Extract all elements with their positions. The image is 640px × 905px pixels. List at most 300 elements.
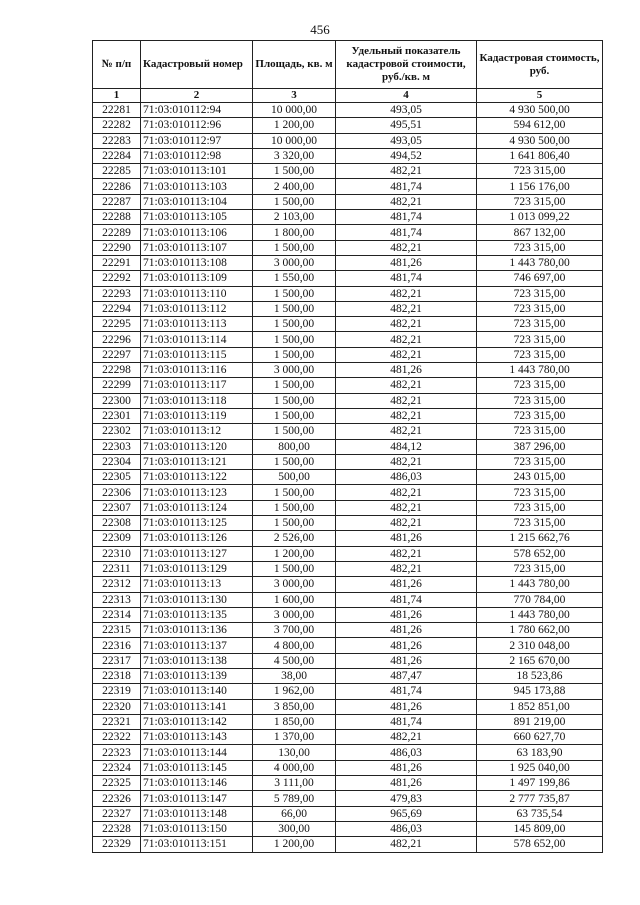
row-index-cell: 22301 [93, 408, 141, 423]
specific-value-cell: 493,05 [336, 133, 477, 148]
specific-value-cell: 486,03 [336, 821, 477, 836]
specific-value-cell: 481,26 [336, 699, 477, 714]
cadastral-number-cell: 71:03:010112:96 [141, 118, 253, 133]
cadastral-number-cell: 71:03:010113:113 [141, 317, 253, 332]
area-cell: 1 500,00 [253, 347, 336, 362]
specific-value-cell: 482,21 [336, 408, 477, 423]
row-index-cell: 22299 [93, 378, 141, 393]
area-cell: 5 789,00 [253, 791, 336, 806]
table-row [93, 760, 603, 775]
cadastral-value-cell: 723 315,00 [477, 393, 603, 408]
cadastral-value-cell: 594 612,00 [477, 118, 603, 133]
cadastral-value-cell: 1 780 662,00 [477, 623, 603, 638]
cadastral-number-cell: 71:03:010113:142 [141, 714, 253, 729]
area-cell: 3 000,00 [253, 255, 336, 270]
cadastral-value-cell: 723 315,00 [477, 500, 603, 515]
cadastral-value-cell: 387 296,00 [477, 439, 603, 454]
cadastral-value-cell: 945 173,88 [477, 684, 603, 699]
cadastral-value-cell: 1 443 780,00 [477, 363, 603, 378]
table-row [93, 424, 603, 439]
table-row [93, 730, 603, 745]
specific-value-cell: 481,26 [336, 760, 477, 775]
cadastral-value-cell: 723 315,00 [477, 164, 603, 179]
cadastral-value-cell: 723 315,00 [477, 332, 603, 347]
cadastral-number-cell: 71:03:010113:151 [141, 837, 253, 852]
row-index-cell: 22304 [93, 454, 141, 469]
table-row [93, 255, 603, 270]
cadastral-value-cell: 1 156 176,00 [477, 179, 603, 194]
area-cell: 1 500,00 [253, 286, 336, 301]
cadastral-number-cell: 71:03:010113:112 [141, 301, 253, 316]
area-cell: 1 500,00 [253, 424, 336, 439]
cadastral-number-cell: 71:03:010113:119 [141, 408, 253, 423]
area-cell: 4 500,00 [253, 653, 336, 668]
table-row [93, 363, 603, 378]
table-row [93, 148, 603, 163]
cadastral-number-cell: 71:03:010113:147 [141, 791, 253, 806]
row-index-cell: 22323 [93, 745, 141, 760]
cadastral-value-cell: 63 183,90 [477, 745, 603, 760]
area-cell: 1 500,00 [253, 561, 336, 576]
row-index-cell: 22282 [93, 118, 141, 133]
cadastral-value-cell: 723 315,00 [477, 454, 603, 469]
row-index-cell: 22285 [93, 164, 141, 179]
cadastral-value-cell: 723 315,00 [477, 485, 603, 500]
header-cadastral-number: Кадастровый номер [141, 41, 253, 89]
area-cell: 1 800,00 [253, 225, 336, 240]
specific-value-cell: 481,26 [336, 623, 477, 638]
cadastral-value-cell: 746 697,00 [477, 271, 603, 286]
cadastral-value-cell: 770 784,00 [477, 592, 603, 607]
cadastral-value-cell: 723 315,00 [477, 301, 603, 316]
cadastral-number-cell: 71:03:010113:143 [141, 730, 253, 745]
cadastral-value-cell: 145 809,00 [477, 821, 603, 836]
row-index-cell: 22309 [93, 531, 141, 546]
area-cell: 1 500,00 [253, 454, 336, 469]
specific-value-cell: 481,26 [336, 363, 477, 378]
cadastral-value-cell: 1 443 780,00 [477, 255, 603, 270]
cadastral-number-cell: 71:03:010113:137 [141, 638, 253, 653]
column-number: 4 [336, 89, 477, 103]
cadastral-number-cell: 71:03:010113:115 [141, 347, 253, 362]
row-index-cell: 22315 [93, 623, 141, 638]
table-row [93, 454, 603, 469]
row-index-cell: 22321 [93, 714, 141, 729]
row-index-cell: 22289 [93, 225, 141, 240]
specific-value-cell: 482,21 [336, 347, 477, 362]
table-row [93, 164, 603, 179]
specific-value-cell: 482,21 [336, 424, 477, 439]
cadastral-number-cell: 71:03:010113:117 [141, 378, 253, 393]
cadastral-number-cell: 71:03:010113:144 [141, 745, 253, 760]
cadastral-number-cell: 71:03:010113:123 [141, 485, 253, 500]
table-row [93, 393, 603, 408]
row-index-cell: 22284 [93, 148, 141, 163]
area-cell: 300,00 [253, 821, 336, 836]
row-index-cell: 22327 [93, 806, 141, 821]
table-row [93, 714, 603, 729]
specific-value-cell: 482,21 [336, 194, 477, 209]
area-cell: 1 500,00 [253, 301, 336, 316]
specific-value-cell: 493,05 [336, 103, 477, 118]
area-cell: 1 500,00 [253, 485, 336, 500]
table-row [93, 378, 603, 393]
cadastral-number-cell: 71:03:010113:146 [141, 776, 253, 791]
specific-value-cell: 481,74 [336, 225, 477, 240]
cadastral-number-cell: 71:03:010113:126 [141, 531, 253, 546]
table-row [93, 485, 603, 500]
cadastral-number-cell: 71:03:010113:145 [141, 760, 253, 775]
cadastral-value-cell: 891 219,00 [477, 714, 603, 729]
area-cell: 1 500,00 [253, 408, 336, 423]
table-row [93, 133, 603, 148]
row-index-cell: 22295 [93, 317, 141, 332]
cadastral-value-cell: 723 315,00 [477, 561, 603, 576]
table-row [93, 210, 603, 225]
area-cell: 800,00 [253, 439, 336, 454]
cadastral-value-cell: 578 652,00 [477, 546, 603, 561]
cadastral-value-cell: 723 315,00 [477, 516, 603, 531]
row-index-cell: 22305 [93, 470, 141, 485]
cadastral-value-cell: 18 523,86 [477, 668, 603, 683]
cadastral-value-cell: 4 930 500,00 [477, 133, 603, 148]
specific-value-cell: 482,21 [336, 837, 477, 852]
specific-value-cell: 487,47 [336, 668, 477, 683]
area-cell: 1 500,00 [253, 317, 336, 332]
table-row [93, 607, 603, 622]
table-header [93, 41, 603, 103]
cadastral-value-cell: 2 777 735,87 [477, 791, 603, 806]
row-index-cell: 22281 [93, 103, 141, 118]
area-cell: 3 000,00 [253, 577, 336, 592]
area-cell: 10 000,00 [253, 133, 336, 148]
table-row [93, 194, 603, 209]
row-index-cell: 22326 [93, 791, 141, 806]
column-number: 2 [141, 89, 253, 103]
header-cadastral-value: Кадастровая стоимость, руб. [477, 41, 603, 89]
cadastral-number-cell: 71:03:010113:107 [141, 240, 253, 255]
row-index-cell: 22297 [93, 347, 141, 362]
table-row [93, 791, 603, 806]
area-cell: 1 600,00 [253, 592, 336, 607]
area-cell: 66,00 [253, 806, 336, 821]
area-cell: 500,00 [253, 470, 336, 485]
specific-value-cell: 479,83 [336, 791, 477, 806]
specific-value-cell: 481,26 [336, 638, 477, 653]
specific-value-cell: 481,74 [336, 271, 477, 286]
specific-value-cell: 484,12 [336, 439, 477, 454]
row-index-cell: 22317 [93, 653, 141, 668]
column-number: 1 [93, 89, 141, 103]
row-index-cell: 22329 [93, 837, 141, 852]
column-number: 5 [477, 89, 603, 103]
cadastral-number-cell: 71:03:010113:135 [141, 607, 253, 622]
row-index-cell: 22298 [93, 363, 141, 378]
cadastral-value-cell: 1 013 099,22 [477, 210, 603, 225]
area-cell: 1 200,00 [253, 546, 336, 561]
cadastral-value-cell: 1 215 662,76 [477, 531, 603, 546]
table-row [93, 531, 603, 546]
cadastral-number-cell: 71:03:010113:106 [141, 225, 253, 240]
column-number: 3 [253, 89, 336, 103]
area-cell: 1 200,00 [253, 118, 336, 133]
area-cell: 38,00 [253, 668, 336, 683]
row-index-cell: 22302 [93, 424, 141, 439]
row-index-cell: 22290 [93, 240, 141, 255]
specific-value-cell: 482,21 [336, 516, 477, 531]
header-index: № п/п [93, 41, 141, 89]
cadastral-number-cell: 71:03:010113:109 [141, 271, 253, 286]
row-index-cell: 22314 [93, 607, 141, 622]
cadastral-value-cell: 1 641 806,40 [477, 148, 603, 163]
table-row [93, 577, 603, 592]
specific-value-cell: 486,03 [336, 745, 477, 760]
row-index-cell: 22322 [93, 730, 141, 745]
specific-value-cell: 482,21 [336, 500, 477, 515]
area-cell: 1 850,00 [253, 714, 336, 729]
cadastral-value-cell: 243 015,00 [477, 470, 603, 485]
area-cell: 3 111,00 [253, 776, 336, 791]
table-row [93, 776, 603, 791]
area-cell: 1 200,00 [253, 837, 336, 852]
table-row [93, 347, 603, 362]
table-row [93, 225, 603, 240]
cadastral-number-cell: 71:03:010113:118 [141, 393, 253, 408]
row-index-cell: 22283 [93, 133, 141, 148]
table-row [93, 301, 603, 316]
cadastral-value-cell: 1 443 780,00 [477, 607, 603, 622]
specific-value-cell: 481,26 [336, 776, 477, 791]
cadastral-value-cell: 723 315,00 [477, 317, 603, 332]
specific-value-cell: 481,74 [336, 684, 477, 699]
cadastral-number-cell: 71:03:010113:148 [141, 806, 253, 821]
area-cell: 1 500,00 [253, 393, 336, 408]
table-row [93, 837, 603, 852]
cadastral-number-cell: 71:03:010113:13 [141, 577, 253, 592]
table-row [93, 317, 603, 332]
row-index-cell: 22292 [93, 271, 141, 286]
area-cell: 3 000,00 [253, 607, 336, 622]
cadastral-number-cell: 71:03:010112:94 [141, 103, 253, 118]
specific-value-cell: 482,21 [336, 332, 477, 347]
area-cell: 1 500,00 [253, 164, 336, 179]
cadastral-number-cell: 71:03:010113:125 [141, 516, 253, 531]
row-index-cell: 22296 [93, 332, 141, 347]
specific-value-cell: 482,21 [336, 561, 477, 576]
cadastral-number-cell: 71:03:010113:12 [141, 424, 253, 439]
row-index-cell: 22286 [93, 179, 141, 194]
cadastral-value-cell: 1 925 040,00 [477, 760, 603, 775]
cadastral-value-cell: 4 930 500,00 [477, 103, 603, 118]
table-row [93, 240, 603, 255]
cadastral-number-cell: 71:03:010113:101 [141, 164, 253, 179]
page-number: 456 [310, 22, 330, 37]
area-cell: 4 800,00 [253, 638, 336, 653]
area-cell: 3 700,00 [253, 623, 336, 638]
area-cell: 1 500,00 [253, 500, 336, 515]
row-index-cell: 22306 [93, 485, 141, 500]
area-cell: 1 500,00 [253, 516, 336, 531]
cadastral-value-cell: 867 132,00 [477, 225, 603, 240]
cadastral-number-cell: 71:03:010112:97 [141, 133, 253, 148]
area-cell: 3 320,00 [253, 148, 336, 163]
row-index-cell: 22319 [93, 684, 141, 699]
cadastral-number-cell: 71:03:010113:129 [141, 561, 253, 576]
row-index-cell: 22288 [93, 210, 141, 225]
specific-value-cell: 481,74 [336, 179, 477, 194]
cadastral-value-cell: 1 497 199,86 [477, 776, 603, 791]
specific-value-cell: 481,26 [336, 255, 477, 270]
cadastral-number-cell: 71:03:010113:116 [141, 363, 253, 378]
row-index-cell: 22287 [93, 194, 141, 209]
row-index-cell: 22308 [93, 516, 141, 531]
specific-value-cell: 481,26 [336, 531, 477, 546]
specific-value-cell: 482,21 [336, 301, 477, 316]
area-cell: 1 500,00 [253, 240, 336, 255]
specific-value-cell: 965,69 [336, 806, 477, 821]
table-row [93, 668, 603, 683]
table-row [93, 439, 603, 454]
specific-value-cell: 482,21 [336, 393, 477, 408]
specific-value-cell: 482,21 [336, 164, 477, 179]
area-cell: 3 850,00 [253, 699, 336, 714]
cadastral-value-cell: 2 165 670,00 [477, 653, 603, 668]
specific-value-cell: 481,74 [336, 592, 477, 607]
row-index-cell: 22291 [93, 255, 141, 270]
cadastral-number-cell: 71:03:010113:141 [141, 699, 253, 714]
row-index-cell: 22312 [93, 577, 141, 592]
cadastral-number-cell: 71:03:010113:122 [141, 470, 253, 485]
area-cell: 1 500,00 [253, 194, 336, 209]
cadastral-value-cell: 723 315,00 [477, 408, 603, 423]
row-index-cell: 22318 [93, 668, 141, 683]
cadastral-value-table [92, 40, 603, 853]
table-row [93, 623, 603, 638]
area-cell: 1 962,00 [253, 684, 336, 699]
table-row [93, 286, 603, 301]
table-row [93, 561, 603, 576]
table-row [93, 118, 603, 133]
column-number-row [93, 89, 603, 103]
area-cell: 4 000,00 [253, 760, 336, 775]
row-index-cell: 22324 [93, 760, 141, 775]
cadastral-value-cell: 660 627,70 [477, 730, 603, 745]
specific-value-cell: 482,21 [336, 240, 477, 255]
table-row [93, 179, 603, 194]
area-cell: 2 400,00 [253, 179, 336, 194]
row-index-cell: 22293 [93, 286, 141, 301]
table-row [93, 103, 603, 118]
cadastral-value-cell: 1 852 851,00 [477, 699, 603, 714]
cadastral-value-cell: 63 735,54 [477, 806, 603, 821]
table-row [93, 653, 603, 668]
specific-value-cell: 482,21 [336, 317, 477, 332]
cadastral-value-cell: 723 315,00 [477, 424, 603, 439]
specific-value-cell: 482,21 [336, 454, 477, 469]
table-row [93, 271, 603, 286]
area-cell: 2 526,00 [253, 531, 336, 546]
cadastral-number-cell: 71:03:010113:138 [141, 653, 253, 668]
table-row [93, 745, 603, 760]
row-index-cell: 22300 [93, 393, 141, 408]
cadastral-number-cell: 71:03:010113:105 [141, 210, 253, 225]
cadastral-value-cell: 723 315,00 [477, 378, 603, 393]
cadastral-value-cell: 723 315,00 [477, 347, 603, 362]
cadastral-number-cell: 71:03:010113:110 [141, 286, 253, 301]
row-index-cell: 22303 [93, 439, 141, 454]
cadastral-number-cell: 71:03:010113:124 [141, 500, 253, 515]
cadastral-number-cell: 71:03:010113:130 [141, 592, 253, 607]
table-row [93, 546, 603, 561]
row-index-cell: 22328 [93, 821, 141, 836]
cadastral-number-cell: 71:03:010113:114 [141, 332, 253, 347]
cadastral-number-cell: 71:03:010113:136 [141, 623, 253, 638]
area-cell: 1 500,00 [253, 332, 336, 347]
row-index-cell: 22313 [93, 592, 141, 607]
row-index-cell: 22316 [93, 638, 141, 653]
header-area: Площадь, кв. м [253, 41, 336, 89]
area-cell: 2 103,00 [253, 210, 336, 225]
specific-value-cell: 482,21 [336, 286, 477, 301]
row-index-cell: 22325 [93, 776, 141, 791]
cadastral-value-cell: 723 315,00 [477, 240, 603, 255]
table-row [93, 500, 603, 515]
specific-value-cell: 481,26 [336, 607, 477, 622]
table-row [93, 638, 603, 653]
specific-value-cell: 482,21 [336, 378, 477, 393]
row-index-cell: 22294 [93, 301, 141, 316]
header-specific-value: Удельный показатель кадастровой стоимости, руб./кв. м [336, 41, 477, 89]
area-cell: 3 000,00 [253, 363, 336, 378]
row-index-cell: 22320 [93, 699, 141, 714]
specific-value-cell: 482,21 [336, 730, 477, 745]
specific-value-cell: 494,52 [336, 148, 477, 163]
cadastral-number-cell: 71:03:010112:98 [141, 148, 253, 163]
row-index-cell: 22310 [93, 546, 141, 561]
specific-value-cell: 481,74 [336, 210, 477, 225]
specific-value-cell: 482,21 [336, 546, 477, 561]
table-body [93, 103, 603, 853]
cadastral-value-cell: 723 315,00 [477, 194, 603, 209]
row-index-cell: 22307 [93, 500, 141, 515]
cadastral-number-cell: 71:03:010113:127 [141, 546, 253, 561]
area-cell: 10 000,00 [253, 103, 336, 118]
row-index-cell: 22311 [93, 561, 141, 576]
cadastral-number-cell: 71:03:010113:104 [141, 194, 253, 209]
table-row [93, 332, 603, 347]
cadastral-value-cell: 578 652,00 [477, 837, 603, 852]
area-cell: 1 550,00 [253, 271, 336, 286]
cadastral-number-cell: 71:03:010113:103 [141, 179, 253, 194]
area-cell: 1 370,00 [253, 730, 336, 745]
table-row [93, 470, 603, 485]
table-row [93, 592, 603, 607]
table-row [93, 408, 603, 423]
area-cell: 1 500,00 [253, 378, 336, 393]
specific-value-cell: 481,74 [336, 714, 477, 729]
table-row [93, 684, 603, 699]
cadastral-value-cell: 2 310 048,00 [477, 638, 603, 653]
cadastral-value-cell: 1 443 780,00 [477, 577, 603, 592]
table-row [93, 516, 603, 531]
specific-value-cell: 481,26 [336, 653, 477, 668]
cadastral-number-cell: 71:03:010113:139 [141, 668, 253, 683]
table-row [93, 699, 603, 714]
header-row [93, 41, 603, 89]
cadastral-number-cell: 71:03:010113:121 [141, 454, 253, 469]
table-row [93, 821, 603, 836]
specific-value-cell: 481,26 [336, 577, 477, 592]
